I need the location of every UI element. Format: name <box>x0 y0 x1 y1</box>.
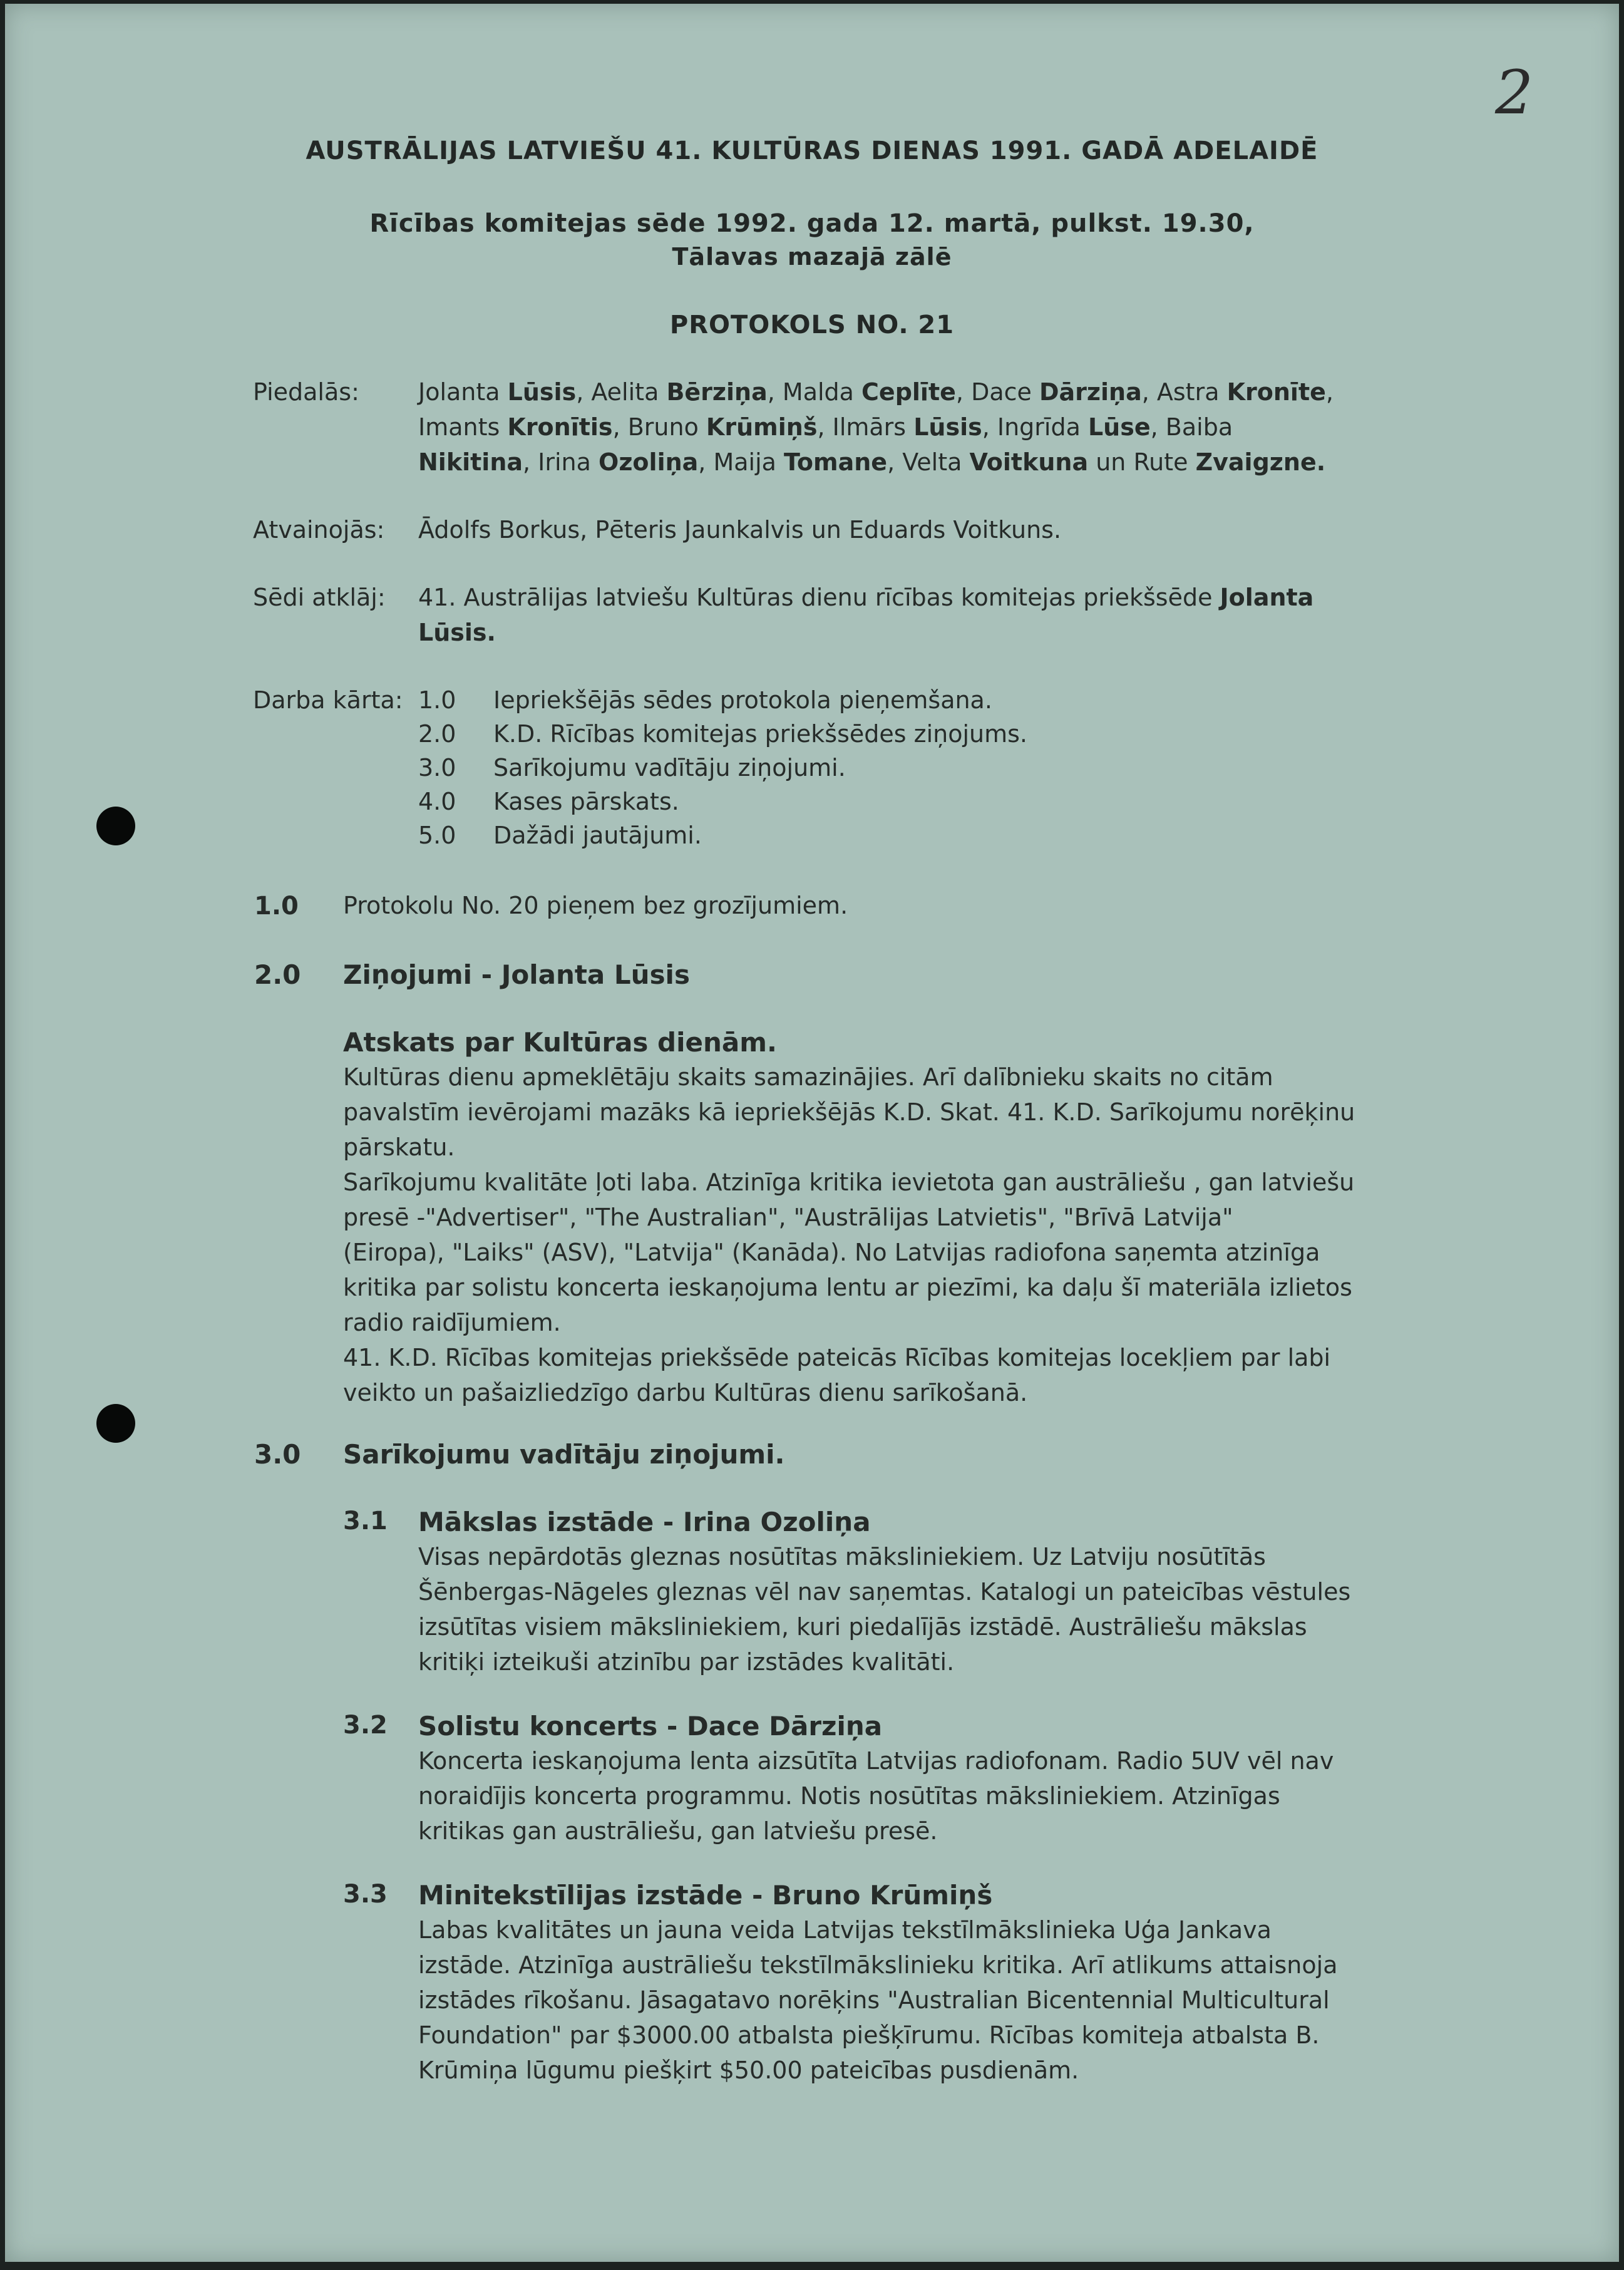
opened-line-1 <box>418 584 1313 611</box>
section-2-number: 2.0 <box>254 959 301 990</box>
subsection-3-2-number: 3.2 <box>343 1711 388 1740</box>
attendees-line-1 <box>418 378 1334 406</box>
section-3-number: 3.0 <box>254 1439 301 1470</box>
text-run: , Astra <box>1141 378 1227 406</box>
text-line: kritiķi izteikuši atzinību par izstādes kvalitāti. <box>418 1648 955 1676</box>
text-run: , Velta <box>887 448 970 476</box>
agenda-item-text: K.D. Rīcības komitejas priekšsēdes ziņojums. <box>493 720 1027 748</box>
text-line: izsūtītas visiem māksliniekiem, kuri piedalījās izstādē. Austrāliešu mākslas <box>418 1613 1307 1641</box>
text-line: kritikas gan austrāliešu, gan latviešu presē. <box>418 1817 938 1845</box>
agenda-item-text: Sarīkojumu vadītāju ziņojumi. <box>493 754 846 782</box>
text-run: , Ingrīda <box>982 413 1088 441</box>
section-1-number: 1.0 <box>254 892 299 921</box>
text-line: radio raidījumiem. <box>343 1309 561 1336</box>
section-3-title: Sarīkojumu vadītāju ziņojumi. <box>343 1439 785 1470</box>
name-bold: Krūmiņš <box>706 413 818 441</box>
text-line: noraidījis koncerta programmu. Notis nosūtītas māksliniekiem. Atzinīgas <box>418 1782 1280 1810</box>
agenda-item-text: Dažādi jautājumi. <box>493 822 702 849</box>
text-line: (Eiropa), "Laiks" (ASV), "Latvija" (Kanāda). No Latvijas radiofona saņemta atzinīga <box>343 1239 1320 1266</box>
name-bold: Ozoliņa <box>599 448 699 476</box>
subsection-3-1-text <box>418 1539 1350 1679</box>
text-run: Imants <box>418 413 508 441</box>
agenda-item-text: Iepriekšējās sēdes protokola pieņemšana. <box>493 686 992 714</box>
agenda-item-number: 1.0 <box>418 686 456 714</box>
text-run: , Dace <box>955 378 1039 406</box>
protocol-number: PROTOKOLS NO. 21 <box>669 311 955 339</box>
section-1-text: Protokolu No. 20 pieņem bez grozījumiem. <box>343 892 848 919</box>
name-bold: Dārziņa <box>1039 378 1142 406</box>
text-line: Šēnbergas-Nāgeles gleznas vēl nav saņemtas. Katalogi un pateicības vēstules <box>418 1578 1351 1606</box>
attendees-line-3 <box>418 448 1325 476</box>
text-run: , Maija <box>698 448 784 476</box>
text-run: 41. Austrālijas latviešu Kultūras dienu rīcības komitejas priekšsēde <box>418 584 1220 611</box>
name-bold: Kronītis <box>507 413 613 441</box>
text-line: Kultūras dienu apmeklētāju skaits samazinājies. Arī dalībnieku skaits no citām <box>343 1063 1273 1091</box>
text-line: veikto un pašaizliedzīgo darbu Kultūras dienu sarīkošanā. <box>343 1379 1028 1406</box>
text-line: Labas kvalitātes un jauna veida Latvijas tekstīlmākslinieka Uģa Jankava <box>418 1916 1272 1944</box>
name-bold: Nikitina <box>418 448 523 476</box>
meeting-venue: Tālavas mazajā zālē <box>672 243 952 271</box>
subsection-3-3-text <box>418 1912 1337 2088</box>
agenda-item-number: 2.0 <box>418 720 456 748</box>
name-bold: Lūsis <box>913 413 982 441</box>
name-bold: Tomane <box>784 448 888 476</box>
text-run: , <box>1325 378 1334 406</box>
text-run: , Aelita <box>576 378 667 406</box>
text-run: , Irina <box>523 448 599 476</box>
text-line: izstāde. Atzinīga austrāliešu tekstīlmākslinieku kritika. Arī atlikums attaisnoja <box>418 1951 1338 1979</box>
section-2-report <box>343 1060 1355 1410</box>
name-bold: Bērziņa <box>666 378 768 406</box>
section-2-title: Ziņojumi - Jolanta Lūsis <box>343 959 690 990</box>
handwritten-page-number: 2 <box>1495 58 1534 128</box>
agenda-item-number: 3.0 <box>418 754 456 782</box>
name-bold: Ceplīte <box>861 378 956 406</box>
attendees-label: Piedalās: <box>253 378 359 406</box>
subsection-3-1-number: 3.1 <box>343 1507 388 1535</box>
name-bold: Lūse <box>1087 413 1151 441</box>
punch-hole-bottom <box>96 1404 135 1443</box>
text-line: Krūmiņa lūgumu piešķirt $50.00 pateicības pusdienām. <box>418 2056 1079 2084</box>
apologies-label: Atvainojās: <box>253 516 385 544</box>
name-bold: Lūsis <box>507 378 577 406</box>
text-run: , Malda <box>767 378 862 406</box>
name-bold: Lūsis. <box>418 619 496 646</box>
text-line: 41. K.D. Rīcības komitejas priekšsēde pateicās Rīcības komitejas locekļiem par labi <box>343 1344 1331 1371</box>
text-line: kritika par solistu koncerta ieskaņojuma lentu ar piezīmi, ka daļu šī materiāla izlietos <box>343 1274 1352 1301</box>
name-bold: Kronīte <box>1226 378 1326 406</box>
text-line: izstādes rīkošanu. Jāsagatavo norēķins "Australian Bicentennial Multicultural <box>418 1986 1330 2014</box>
text-line: pavalstīm ievērojami mazāks kā iepriekšējās K.D. Skat. 41. K.D. Sarīkojumu norēķinu <box>343 1098 1355 1126</box>
opened-line-2 <box>418 619 496 646</box>
text-line: Foundation" par $3000.00 atbalsta piešķīrumu. Rīcības komiteja atbalsta B. <box>418 2021 1320 2049</box>
agenda-item-text: Kases pārskats. <box>493 788 679 815</box>
document-title: AUSTRĀLIJAS LATVIEŠU 41. KULTŪRAS DIENAS 1991. GADĀ ADELAIDĒ <box>306 137 1318 165</box>
agenda-label: Darba kārta: <box>253 686 403 714</box>
text-run: un Rute <box>1088 448 1196 476</box>
text-run: , Baiba <box>1150 413 1233 441</box>
opened-label: Sēdi atklāj: <box>253 584 386 611</box>
text-line: presē -"Advertiser", "The Australian", "Austrālijas Latvietis", "Brīvā Latvija" <box>343 1204 1233 1231</box>
name-bold: Jolanta <box>1220 584 1314 611</box>
text-run: Jolanta <box>418 378 508 406</box>
punch-hole-top <box>96 807 135 845</box>
text-line: Sarīkojumu kvalitāte ļoti laba. Atzinīga kritika ievietota gan austrāliešu , gan latviešu <box>343 1169 1355 1196</box>
subsection-3-3-number: 3.3 <box>343 1880 388 1909</box>
attendees-line-2 <box>418 413 1233 441</box>
apologies-text: Ādolfs Borkus, Pēteris Jaunkalvis un Eduards Voitkuns. <box>418 516 1062 544</box>
text-run: , Bruno <box>612 413 706 441</box>
agenda-item-number: 4.0 <box>418 788 456 815</box>
agenda-item-number: 5.0 <box>418 822 456 849</box>
subsection-3-1-title: Mākslas izstāde - Irina Ozoliņa <box>418 1507 871 1537</box>
subsection-3-2-text <box>418 1743 1334 1849</box>
section-2-subheading: Atskats par Kultūras dienām. <box>343 1027 777 1058</box>
text-run: , Ilmārs <box>817 413 914 441</box>
text-line: pārskatu. <box>343 1133 455 1161</box>
name-bold: Voitkuna <box>969 448 1089 476</box>
subsection-3-2-title: Solistu koncerts - Dace Dārziņa <box>418 1711 883 1741</box>
text-line: Koncerta ieskaņojuma lenta aizsūtīta Latvijas radiofonam. Radio 5UV vēl nav <box>418 1747 1334 1775</box>
name-bold: Zvaigzne. <box>1195 448 1326 476</box>
subsection-3-3-title: Minitekstīlijas izstāde - Bruno Krūmiņš <box>418 1880 993 1911</box>
meeting-details: Rīcības komitejas sēde 1992. gada 12. martā, pulkst. 19.30, <box>369 209 1255 238</box>
text-line: Visas nepārdotās gleznas nosūtītas māksliniekiem. Uz Latviju nosūtītās <box>418 1543 1266 1571</box>
